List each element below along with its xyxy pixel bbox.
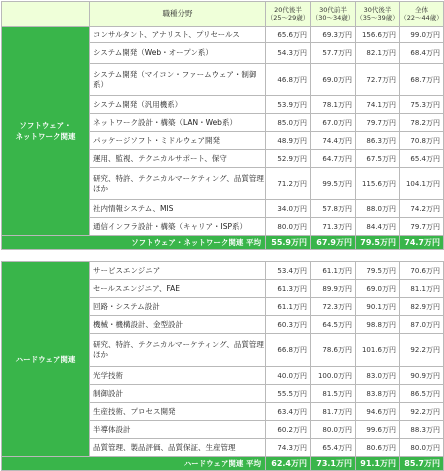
category-cell: ハードウェア関連	[2, 262, 90, 457]
salary-value: 46.8万円	[266, 64, 311, 96]
average-value: 55.9万円	[266, 236, 311, 250]
salary-value: 68.4万円	[400, 43, 444, 64]
salary-value: 90.9万円	[400, 367, 444, 385]
salary-value: 84.4万円	[356, 218, 400, 236]
salary-value: 104.1万円	[400, 168, 444, 200]
salary-value: 89.9万円	[311, 280, 356, 298]
job-field-name: 研究、特許、テクニカルマーケティング、品質管理ほか	[90, 334, 266, 367]
salary-value: 100.0万円	[311, 367, 356, 385]
salary-value: 65.6万円	[266, 27, 311, 43]
average-label: ソフトウェア・ネットワーク関連 平均	[2, 236, 266, 250]
salary-value: 74.3万円	[266, 439, 311, 457]
job-field-name: 制御設計	[90, 385, 266, 403]
salary-value: 82.1万円	[356, 43, 400, 64]
salary-value: 74.1万円	[356, 96, 400, 114]
salary-value: 53.9万円	[266, 96, 311, 114]
salary-value: 34.0万円	[266, 200, 311, 218]
salary-value: 72.7万円	[356, 64, 400, 96]
salary-value: 81.5万円	[311, 385, 356, 403]
salary-value: 66.8万円	[266, 334, 311, 367]
salary-value: 60.2万円	[266, 421, 311, 439]
salary-value: 81.7万円	[311, 403, 356, 421]
salary-value: 65.4万円	[400, 150, 444, 168]
job-field-name: 社内情報システム、MIS	[90, 200, 266, 218]
salary-value: 87.0万円	[400, 316, 444, 334]
average-row	[2, 236, 444, 250]
header-row	[2, 2, 444, 27]
salary-table	[1, 1, 444, 471]
average-value: 74.7万円	[400, 236, 444, 250]
salary-value: 69.0万円	[356, 280, 400, 298]
salary-value: 88.0万円	[356, 200, 400, 218]
header-overall: 全体 （22～44歳）	[400, 2, 444, 27]
salary-value: 53.4万円	[266, 262, 311, 280]
salary-value: 69.3万円	[311, 27, 356, 43]
salary-value: 61.3万円	[266, 280, 311, 298]
header-late-20s: 20代後半 （25～29歳）	[266, 2, 311, 27]
header-early-30s: 30代前半 （30～34歳）	[311, 2, 356, 27]
salary-value: 98.8万円	[356, 316, 400, 334]
salary-value: 55.5万円	[266, 385, 311, 403]
salary-value: 99.6万円	[356, 421, 400, 439]
salary-value: 86.3万円	[356, 132, 400, 150]
salary-value: 61.1万円	[266, 298, 311, 316]
salary-value: 75.3万円	[400, 96, 444, 114]
salary-value: 80.0万円	[311, 421, 356, 439]
salary-value: 80.0万円	[400, 439, 444, 457]
average-value: 67.9万円	[311, 236, 356, 250]
job-field-name: セールスエンジニア、FAE	[90, 280, 266, 298]
job-field-name: コンサルタント、アナリスト、プリセールス	[90, 27, 266, 43]
salary-value: 74.2万円	[400, 200, 444, 218]
salary-value: 79.7万円	[356, 114, 400, 132]
salary-value: 86.5万円	[400, 385, 444, 403]
salary-value: 64.7万円	[311, 150, 356, 168]
salary-value: 88.3万円	[400, 421, 444, 439]
job-field-name: 回路・システム設計	[90, 298, 266, 316]
salary-value: 92.2万円	[400, 334, 444, 367]
salary-value: 57.8万円	[311, 200, 356, 218]
salary-value: 78.1万円	[311, 96, 356, 114]
salary-value: 80.0万円	[266, 218, 311, 236]
salary-value: 71.2万円	[266, 168, 311, 200]
salary-value: 115.6万円	[356, 168, 400, 200]
salary-value: 61.1万円	[311, 262, 356, 280]
average-value: 62.4万円	[266, 457, 311, 471]
salary-value: 99.0万円	[400, 27, 444, 43]
job-field-name: システム開発（汎用機系）	[90, 96, 266, 114]
average-value: 91.1万円	[356, 457, 400, 471]
job-field-name: システム開発（Web・オープン系）	[90, 43, 266, 64]
job-field-name: 機械・機構設計、金型設計	[90, 316, 266, 334]
salary-value: 85.0万円	[266, 114, 311, 132]
salary-value: 48.9万円	[266, 132, 311, 150]
salary-value: 72.3万円	[311, 298, 356, 316]
average-value: 73.1万円	[311, 457, 356, 471]
job-field-name: 研究、特許、テクニカルマーケティング、品質管理ほか	[90, 168, 266, 200]
salary-value: 70.8万円	[400, 132, 444, 150]
salary-value: 94.6万円	[356, 403, 400, 421]
average-value: 79.5万円	[356, 236, 400, 250]
job-field-name: 半導体設計	[90, 421, 266, 439]
salary-value: 54.3万円	[266, 43, 311, 64]
salary-table-container	[1, 1, 443, 471]
job-field-name: 生産技術、プロセス開発	[90, 403, 266, 421]
job-field-name: 品質管理、製品評価、品質保証、生産管理	[90, 439, 266, 457]
job-field-name: 通信インフラ設計・構築（キャリア・ISP系）	[90, 218, 266, 236]
salary-value: 69.0万円	[311, 64, 356, 96]
job-field-name: システム開発（マイコン・ファームウェア・制御系）	[90, 64, 266, 96]
salary-value: 80.6万円	[356, 439, 400, 457]
section-spacer	[2, 250, 444, 262]
salary-value: 67.0万円	[311, 114, 356, 132]
job-field-name: パッケージソフト・ミドルウェア開発	[90, 132, 266, 150]
average-label: ハードウェア関連 平均	[2, 457, 266, 471]
average-row	[2, 457, 444, 471]
salary-value: 101.6万円	[356, 334, 400, 367]
salary-value: 74.4万円	[311, 132, 356, 150]
salary-value: 83.8万円	[356, 385, 400, 403]
job-field-name: 運用、監視、テクニカルサポート、保守	[90, 150, 266, 168]
job-field-name: ネットワーク設計・構築（LAN・Web系）	[90, 114, 266, 132]
salary-value: 67.5万円	[356, 150, 400, 168]
salary-value: 82.9万円	[400, 298, 444, 316]
category-cell: ソフトウェア・ ネットワーク関連	[2, 27, 90, 236]
header-job-field: 職種分野	[90, 2, 266, 27]
salary-value: 78.6万円	[311, 334, 356, 367]
salary-value: 71.3万円	[311, 218, 356, 236]
salary-value: 92.2万円	[400, 403, 444, 421]
salary-value: 156.6万円	[356, 27, 400, 43]
salary-value: 40.0万円	[266, 367, 311, 385]
salary-value: 78.2万円	[400, 114, 444, 132]
salary-value: 63.4万円	[266, 403, 311, 421]
salary-value: 99.5万円	[311, 168, 356, 200]
table-row	[2, 27, 444, 43]
salary-value: 64.5万円	[311, 316, 356, 334]
header-blank	[2, 2, 90, 27]
salary-value: 79.5万円	[356, 262, 400, 280]
salary-value: 57.7万円	[311, 43, 356, 64]
table-row	[2, 262, 444, 280]
salary-value: 65.4万円	[311, 439, 356, 457]
job-field-name: 光学技術	[90, 367, 266, 385]
salary-value: 83.0万円	[356, 367, 400, 385]
salary-value: 60.3万円	[266, 316, 311, 334]
job-field-name: サービスエンジニア	[90, 262, 266, 280]
header-late-30s: 30代後半 （35～39歳）	[356, 2, 400, 27]
salary-value: 79.7万円	[400, 218, 444, 236]
salary-value: 90.1万円	[356, 298, 400, 316]
salary-value: 52.9万円	[266, 150, 311, 168]
salary-value: 70.6万円	[400, 262, 444, 280]
salary-value: 68.7万円	[400, 64, 444, 96]
salary-value: 81.1万円	[400, 280, 444, 298]
average-value: 85.7万円	[400, 457, 444, 471]
